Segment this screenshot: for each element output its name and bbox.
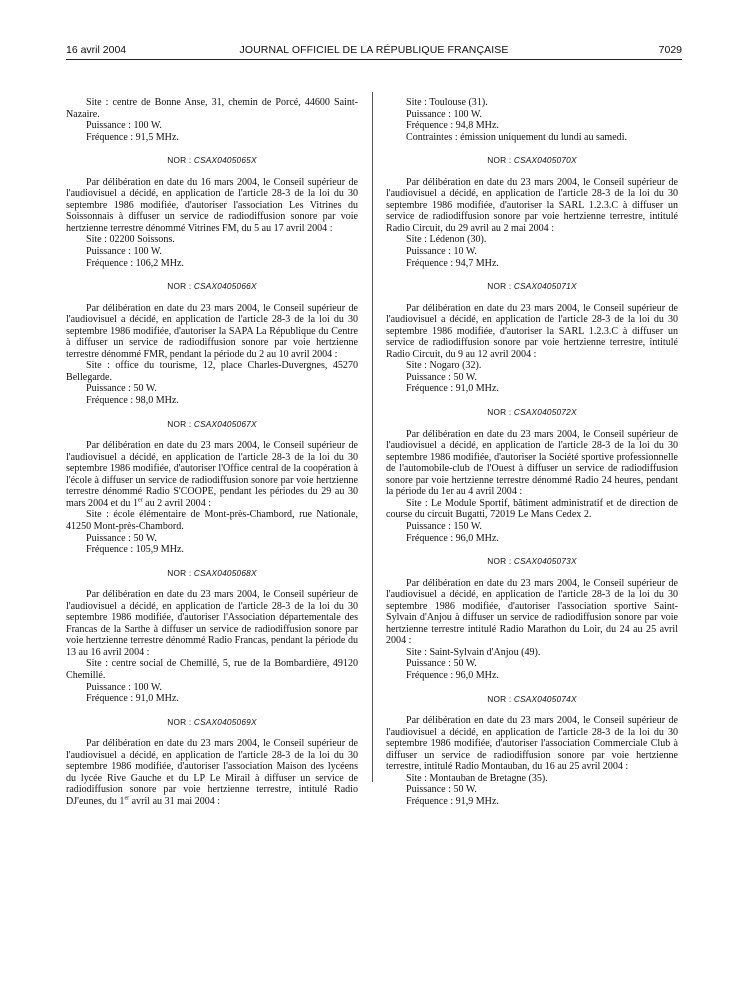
puissance-line: Puissance : 100 W. bbox=[86, 246, 162, 258]
deliberation-text-part: Par délibération en date du 23 mars 2004, le Conseil supérieur de l'audiovisuel a décidé, en application de l'article 28-3 de la loi du 30 septembre 1986 modifiée, d'autoriser l'association Maison des lycéens du lycée Rive Gauche et du LP Le Mirail à diffuser un service de radiodiffusion sonore par voie hertzienne terrestre, intitulé Radio DJ'eunes, du 1 bbox=[66, 738, 358, 807]
frequence-line: Fréquence : 94,8 MHz. bbox=[406, 120, 499, 132]
nor-label: NOR : bbox=[487, 155, 512, 166]
site-line: Site : 02200 Soissons. bbox=[86, 234, 175, 246]
nor-reference bbox=[66, 281, 358, 293]
deliberation-text-part: au 2 avril 2004 : bbox=[142, 497, 212, 509]
deliberation-text: Par délibération en date du 23 mars 2004, le Conseil supérieur de l'audiovisuel a décidé, en application de l'article 28-3 de la loi du 30 septembre 1986 modifiée, d'autoriser la Société sportive professionnelle de l'automobile-club de l'Ouest à diffuser un service de radiodiffusion sonore par voie hertzienne terrestre dénommé Radio 24 heures, pendant la période du 1er au 4 avril 2004 : bbox=[386, 428, 678, 498]
frequence-line: Fréquence : 94,7 MHz. bbox=[406, 257, 499, 269]
deliberation-text: Par délibération en date du 23 mars 2004, le Conseil supérieur de l'audiovisuel a décidé, en application de l'article 28-3 de la loi du 30 septembre 1986 modifiée, d'autoriser l'association Commerciale Club à diffuser un service de radiodiffusion sonore par voie hertzienne terrestre, intitulé Radio Montauban, du 16 au 25 avril 2004 : bbox=[386, 715, 678, 773]
nor-reference bbox=[66, 568, 358, 580]
header-page-number: 7029 bbox=[658, 44, 682, 56]
puissance-line: Puissance : 50 W. bbox=[406, 658, 477, 670]
nor-reference bbox=[386, 556, 678, 568]
nor-code: CSAX0405072X bbox=[513, 407, 577, 418]
nor-code: CSAX0405066X bbox=[193, 281, 257, 292]
ordinal-superscript: er bbox=[138, 497, 143, 504]
frequence-line: Fréquence : 96,0 MHz. bbox=[406, 532, 499, 544]
nor-code: CSAX0405067X bbox=[193, 418, 257, 429]
left-column bbox=[66, 97, 358, 807]
deliberation-text bbox=[66, 440, 358, 509]
puissance-line: Puissance : 150 W. bbox=[406, 520, 482, 532]
nor-code: CSAX0405068X bbox=[193, 567, 257, 578]
contraintes-line: Contraintes : émission uniquement du lundi au samedi. bbox=[406, 131, 628, 143]
deliberation-text-part: Par délibération en date du 23 mars 2004, le Conseil supérieur de l'audiovisuel a décidé, en application de l'article 28-3 de la loi du 30 septembre 1986 modifiée, d'autoriser l'Office central de la coopération à l'école à diffuser un service de radiodiffusion sonore par voie hertzienne terrestre dénommé Radio S'COOPE, pendant les périodes du 29 au 30 mars 2004 et du 1 bbox=[66, 440, 358, 509]
puissance-line: Puissance : 100 W. bbox=[86, 681, 162, 693]
nor-code: CSAX0405073X bbox=[513, 556, 577, 567]
site-line: Site : Toulouse (31). bbox=[406, 97, 488, 108]
deliberation-text: Par délibération en date du 23 mars 2004, le Conseil supérieur de l'audiovisuel a décidé, en application de l'article 28-3 de la loi du 30 septembre 1986 modifiée, d'autoriser l'Association départementale des Francas de la Sarthe à diffuser un service de radiodiffusion sonore par voie hertzienne terrestre dénommé Radio Francas, pendant la période du 13 au 16 avril 2004 : bbox=[66, 589, 358, 658]
frequence-line: Fréquence : 91,9 MHz. bbox=[406, 795, 499, 807]
nor-label: NOR : bbox=[487, 281, 512, 292]
site-line: Site : Saint-Sylvain d'Anjou (49). bbox=[406, 646, 541, 658]
nor-label: NOR : bbox=[167, 281, 192, 292]
puissance-line: Puissance : 10 W. bbox=[406, 246, 477, 258]
column-divider bbox=[372, 92, 373, 782]
puissance-line: Puissance : 50 W. bbox=[406, 784, 477, 796]
frequence-line: Fréquence : 105,9 MHz. bbox=[86, 544, 184, 556]
ordinal-superscript: er bbox=[124, 795, 130, 802]
deliberation-text bbox=[66, 738, 358, 807]
site-line: Site : centre social de Chemillé, 5, rue de la Bombardière, 49120 Chemillé. bbox=[66, 658, 358, 681]
deliberation-text: Par délibération en date du 23 mars 2004, le Conseil supérieur de l'audiovisuel a décidé, en application de l'article 28-3 de la loi du 30 septembre 1986 modifiée, d'autoriser la SARL 1.2.3.C à diffuser un service de radiodiffusion sonore par voie hertzienne terrestre, intitulé Radio Circuit, du 29 avril au 2 mai 2004 : bbox=[386, 176, 678, 234]
nor-reference bbox=[386, 407, 678, 419]
nor-code: CSAX0405070X bbox=[513, 155, 577, 166]
site-line: Site : école élémentaire de Mont-près-Chambord, rue Nationale, 41250 Mont-près-Chambord. bbox=[66, 509, 358, 532]
frequence-line: Fréquence : 96,0 MHz. bbox=[406, 669, 499, 681]
right-column bbox=[386, 97, 678, 807]
nor-label: NOR : bbox=[487, 693, 512, 704]
frequence-line: Fréquence : 98,0 MHz. bbox=[86, 395, 179, 407]
puissance-line: Puissance : 50 W. bbox=[86, 532, 157, 544]
puissance-line: Puissance : 50 W. bbox=[86, 383, 157, 395]
puissance-line: Puissance : 100 W. bbox=[86, 120, 162, 132]
site-line: Site : Le Module Sportif, bâtiment administratif et de direction de course du circuit Bugatti, 72019 Le Mans Cedex 2. bbox=[386, 497, 678, 521]
puissance-line: Puissance : 100 W. bbox=[406, 108, 482, 120]
site-line: Site : Nogaro (32). bbox=[406, 360, 482, 372]
nor-label: NOR : bbox=[167, 716, 192, 727]
site-line: Site : centre de Bonne Anse, 31, chemin de Porcé, 44600 Saint-Nazaire. bbox=[66, 97, 358, 120]
site-line: Site : office du tourisme, 12, place Charles-Duvergnes, 45270 Bellegarde. bbox=[66, 360, 358, 383]
header-rule bbox=[66, 59, 682, 60]
nor-code: CSAX0405069X bbox=[193, 716, 257, 727]
frequence-line: Fréquence : 91,0 MHz. bbox=[86, 693, 179, 705]
deliberation-text: Par délibération en date du 16 mars 2004, le Conseil supérieur de l'audiovisuel a décidé, en application de l'article 28-3 de la loi du 30 septembre 1986 modifiée, d'autoriser l'association Les Vitrines du Soissonnais à diffuser un service de radiodiffusion sonore par voie hertzienne terrestre dénommé Vitrines FM, du 5 au 17 avril 2004 : bbox=[66, 176, 358, 234]
nor-reference bbox=[66, 419, 358, 431]
frequence-line: Fréquence : 106,2 MHz. bbox=[86, 257, 184, 269]
nor-code: CSAX0405074X bbox=[513, 693, 577, 704]
nor-reference bbox=[386, 694, 678, 706]
page-header bbox=[66, 44, 682, 60]
deliberation-text: Par délibération en date du 23 mars 2004, le Conseil supérieur de l'audiovisuel a décidé, en application de l'article 28-3 de la loi du 30 septembre 1986 modifiée, d'autoriser l'association sportive Saint-Sylvain d'Anjou à diffuser un service de radiodiffusion sonore par voie hertzienne terrestre intitulé Radio Marathon du Loir, du 24 au 25 avril 2004 : bbox=[386, 577, 678, 647]
deliberation-text-part: avril au 31 mai 2004 : bbox=[129, 795, 221, 807]
deliberation-text: Par délibération en date du 23 mars 2004, le Conseil supérieur de l'audiovisuel a décidé, en application de l'article 28-3 de la loi du 30 septembre 1986 modifiée, d'autoriser la SARL 1.2.3.C à diffuser un service de radiodiffusion sonore par voie hertzienne terrestre, intitulé Radio Circuit, du 9 au 12 avril 2004 : bbox=[386, 302, 678, 360]
nor-reference bbox=[386, 155, 678, 167]
puissance-line: Puissance : 50 W. bbox=[406, 371, 477, 383]
nor-label: NOR : bbox=[487, 407, 512, 418]
nor-reference bbox=[66, 155, 358, 167]
nor-label: NOR : bbox=[487, 556, 512, 567]
site-line: Site : Lédenon (30). bbox=[406, 234, 487, 246]
site-line: Site : Montauban de Bretagne (35). bbox=[406, 772, 548, 784]
nor-label: NOR : bbox=[167, 155, 192, 166]
frequence-line: Fréquence : 91,0 MHz. bbox=[406, 383, 499, 395]
nor-reference bbox=[66, 717, 358, 729]
frequence-line: Fréquence : 91,5 MHz. bbox=[86, 131, 179, 143]
header-date: 16 avril 2004 bbox=[66, 44, 127, 56]
deliberation-text: Par délibération en date du 23 mars 2004, le Conseil supérieur de l'audiovisuel a décidé, en application de l'article 28-3 de la loi du 30 septembre 1986 modifiée, d'autoriser la SAPA La République du Centre à diffuser un service de radiodiffusion sonore par voie hertzienne terrestre dénommé FMR, pendant la période du 2 au 10 avril 2004 : bbox=[66, 302, 358, 360]
header-journal-title: JOURNAL OFFICIEL DE LA RÉPUBLIQUE FRANÇAISE bbox=[239, 44, 509, 56]
nor-reference bbox=[386, 281, 678, 293]
nor-code: CSAX0405071X bbox=[513, 281, 577, 292]
nor-label: NOR : bbox=[167, 418, 192, 429]
nor-label: NOR : bbox=[167, 567, 192, 578]
nor-code: CSAX0405065X bbox=[193, 155, 257, 166]
